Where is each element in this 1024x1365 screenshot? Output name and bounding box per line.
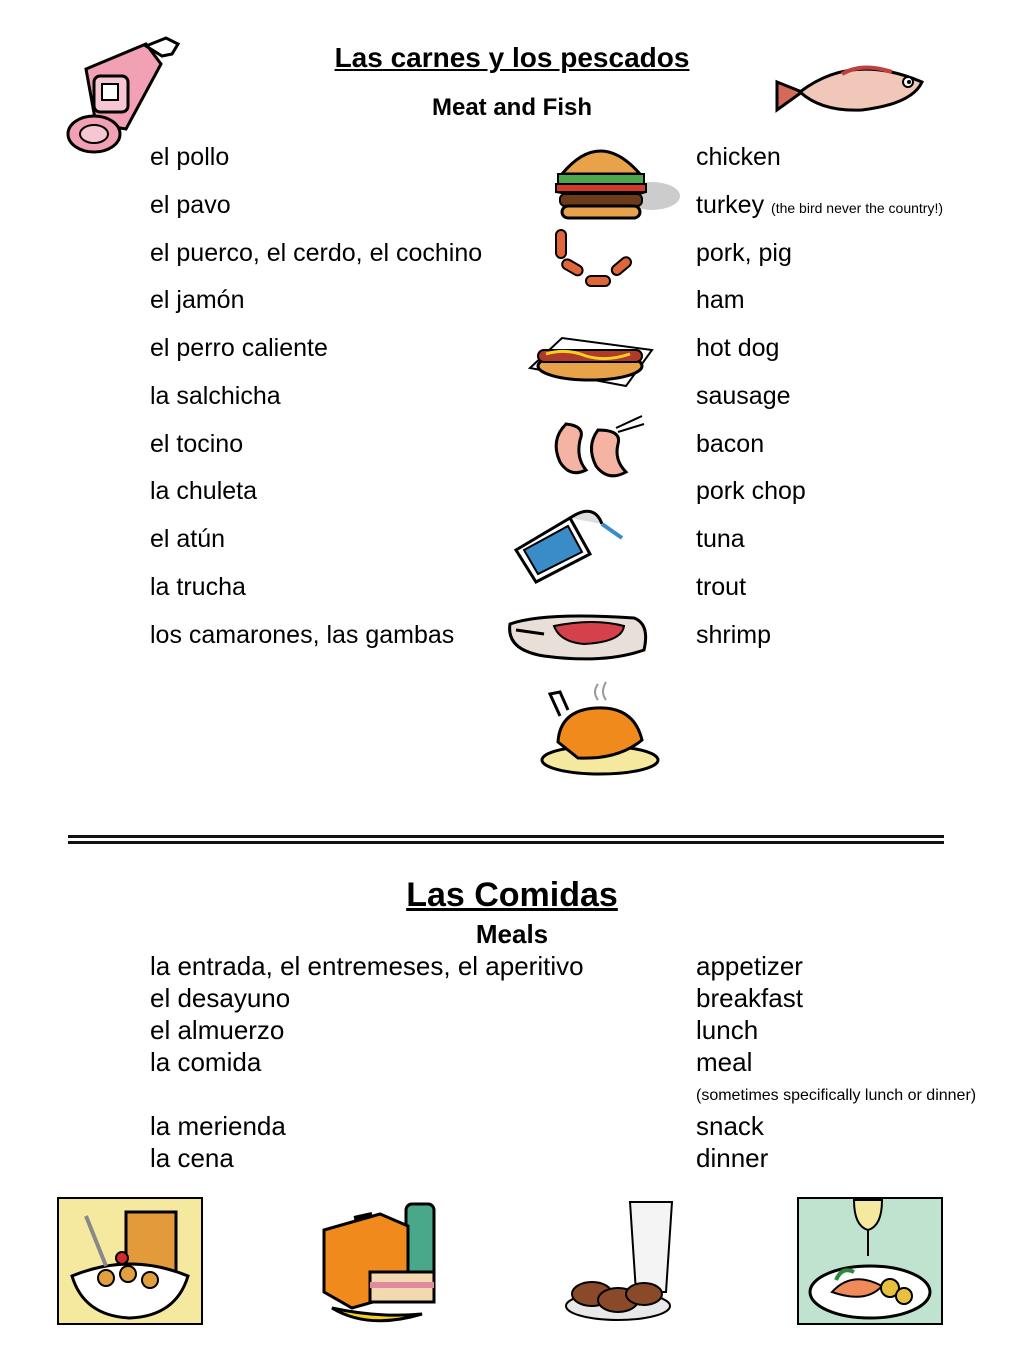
meal-en: lunch xyxy=(696,1015,759,1045)
vocab-es: la salchicha xyxy=(150,382,281,410)
meal-en: dinner xyxy=(696,1143,769,1173)
vocab-es: el puerco, el cerdo, el cochino xyxy=(150,239,483,267)
meal-en: breakfast xyxy=(696,983,803,1013)
meal-en: appetizer xyxy=(696,951,803,981)
vocab-es: la chuleta xyxy=(150,477,258,505)
vocab-en: ham xyxy=(696,286,745,314)
steak-icon xyxy=(504,610,654,666)
meal-es: la cena xyxy=(150,1143,234,1173)
vocab-en: chicken xyxy=(696,143,781,171)
canned-tuna-icon xyxy=(510,498,626,584)
shrimp-icon xyxy=(546,410,646,486)
milk-cookies-icon xyxy=(562,1196,674,1326)
meal-en: meal xyxy=(696,1047,753,1077)
vocab-es: el tocino xyxy=(150,430,244,458)
vocab-en-word: turkey xyxy=(696,191,765,219)
vocab-en: trout xyxy=(696,573,747,601)
vocab-en: pork chop xyxy=(696,477,806,505)
dinner-plate-icon xyxy=(796,1196,944,1326)
comida-note: (sometimes specifically lunch or dinner) xyxy=(696,1087,977,1104)
vocab-en: sausage xyxy=(696,382,791,410)
meal-en: snack xyxy=(696,1111,764,1141)
vocab-es: los camarones, las gambas xyxy=(150,621,455,649)
vocab-en: bacon xyxy=(696,430,765,458)
vocab-es: el atún xyxy=(150,525,226,553)
hamburger-icon xyxy=(552,136,682,222)
vocab-es: la trucha xyxy=(150,573,246,601)
vocab-en xyxy=(696,191,943,220)
section-divider xyxy=(68,835,944,844)
meat-section-subtitle: Meat and Fish xyxy=(431,94,593,121)
ham-icon xyxy=(66,34,196,156)
cereal-breakfast-icon xyxy=(56,1196,204,1326)
vocab-en: tuna xyxy=(696,525,745,553)
vocab-es: el pavo xyxy=(150,191,231,219)
meal-es: la merienda xyxy=(150,1111,286,1141)
sausage-links-icon xyxy=(552,226,636,292)
lunchbox-icon xyxy=(318,1196,444,1334)
hot-dog-icon xyxy=(526,328,656,390)
meals-section-subtitle: Meals xyxy=(475,919,549,949)
meal-es: la entrada, el entremeses, el aperitivo xyxy=(150,951,584,981)
vocab-en: hot dog xyxy=(696,334,780,362)
fish-icon xyxy=(772,52,934,122)
vocab-es: el perro caliente xyxy=(150,334,328,362)
meal-es: la comida xyxy=(150,1047,262,1077)
meal-es: el desayuno xyxy=(150,983,291,1013)
meals-section-title: Las Comidas xyxy=(406,876,618,914)
meat-section-title: Las carnes y los pescados xyxy=(334,42,690,73)
meal-es: el almuerzo xyxy=(150,1015,285,1045)
vocab-es: el jamón xyxy=(150,286,245,314)
roast-chicken-icon xyxy=(538,680,662,776)
vocab-note: (the bird never the country!) xyxy=(771,200,944,216)
vocab-en: pork, pig xyxy=(696,239,792,267)
vocab-en: shrimp xyxy=(696,621,772,649)
vocab-es: el pollo xyxy=(150,143,230,171)
